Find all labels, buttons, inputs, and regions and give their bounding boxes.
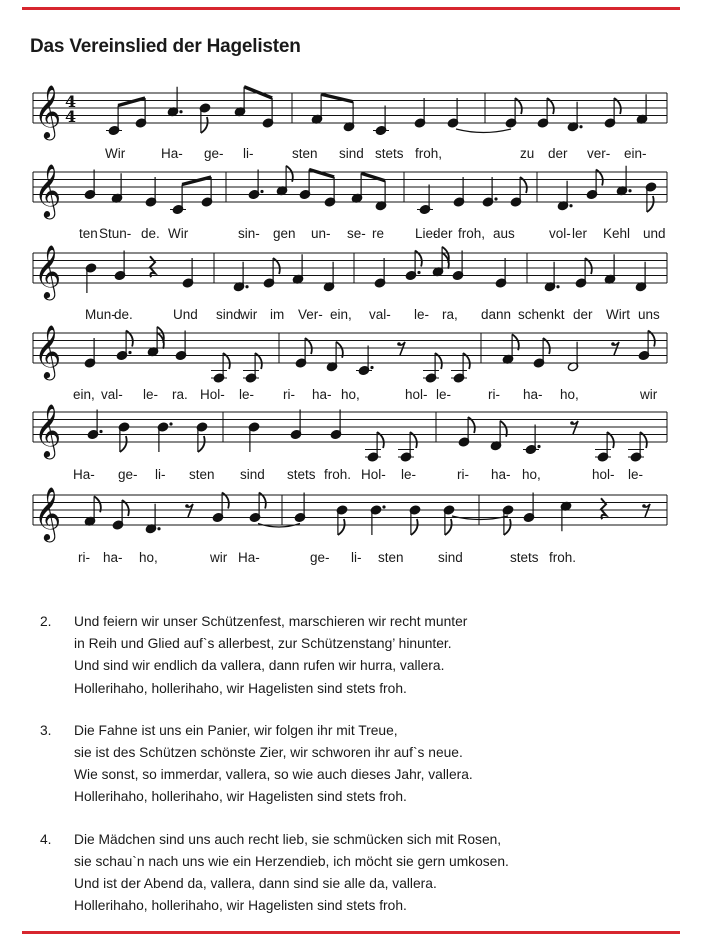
- tie: [456, 129, 511, 133]
- time-signature-numerator: 4: [65, 92, 77, 111]
- lyric-syllable: li-: [243, 146, 254, 161]
- lyric-syllable: ler: [572, 226, 588, 241]
- note-dot: [99, 430, 102, 433]
- lyric-syllable: li-: [351, 550, 362, 565]
- lyric-syllable: le-: [401, 467, 417, 482]
- lyric-syllable: ra.: [172, 387, 188, 402]
- lyric-syllable: ha-: [491, 467, 511, 482]
- lyric-syllable: ho,: [139, 550, 158, 565]
- lyric-syllable: sten: [292, 146, 318, 161]
- lyric-syllable: ho,: [341, 387, 360, 402]
- note-beam: [309, 170, 334, 178]
- lyric-syllable: ge-: [310, 550, 330, 565]
- note-dot: [537, 445, 540, 448]
- verse-number: 4.: [40, 831, 52, 847]
- lyric-syllable: de.: [114, 307, 133, 322]
- note-flag: [201, 117, 208, 133]
- lyric-syllable: wir: [210, 550, 228, 565]
- lyric-syllable: val-: [369, 307, 391, 322]
- note-dot: [169, 422, 172, 425]
- verse-line: Die Mädchen sind uns auch recht lieb, sie schmücken sich mit Rosen,: [74, 831, 502, 847]
- lyric-syllable: ri-: [78, 550, 90, 565]
- lyric-syllable: Hol-: [361, 467, 386, 482]
- lyric-syllable: le-: [143, 387, 159, 402]
- eighth-rest: [185, 504, 189, 508]
- lyric-syllable: Und: [173, 307, 198, 322]
- note-flag: [120, 436, 127, 452]
- treble-clef-icon: 𝄞: [34, 403, 62, 457]
- lyric-syllable: li-: [155, 467, 166, 482]
- lyric-syllable: sin-: [238, 226, 260, 241]
- lyric-syllable: vol-: [549, 226, 571, 241]
- lyric-syllable: de.: [141, 226, 160, 241]
- lyric-syllable: Hol-: [200, 387, 225, 402]
- verse-line: Hollerihaho, hollerihaho, wir Hagelisten sind stets froh.: [74, 898, 407, 914]
- lyric-syllable: ver-: [587, 146, 611, 161]
- lyric-syllable: ha-: [523, 387, 543, 402]
- lyric-syllable: Stun-: [99, 226, 132, 241]
- lyric-syllable: sind: [339, 146, 364, 161]
- lyric-syllable: ge-: [118, 467, 138, 482]
- lyric-syllable: der: [433, 226, 453, 241]
- lyric-syllable: dann: [481, 307, 512, 322]
- eighth-rest: [611, 342, 615, 346]
- lyric-syllable: Wir: [105, 146, 126, 161]
- verse-line: Hollerihaho, hollerihaho, wir Hagelisten sind stets froh.: [74, 680, 407, 696]
- verse-line: sie schau`n nach uns wie ein Herzendieb, ich möcht sie gern umkosen.: [74, 853, 509, 869]
- verse-line: sie ist des Schützen schönste Zier, wir schworen ihr auf`s neue.: [74, 745, 463, 761]
- note-dot: [128, 351, 131, 354]
- lyric-syllable: hol-: [405, 387, 428, 402]
- note-dot: [556, 285, 559, 288]
- lyric-syllable: sind: [438, 550, 463, 565]
- verse-line: Die Fahne ist uns ein Panier, wir folgen ihr mit Treue,: [74, 722, 398, 738]
- lyric-syllable: Ha-: [161, 146, 183, 161]
- verse-line: Und ist der Abend da, vallera, dann sind sie alle da, vallera.: [74, 876, 437, 892]
- lyric-syllable: Ha-: [73, 467, 95, 482]
- lyric-syllable: sten: [378, 550, 404, 565]
- lyric-syllable: ein-: [624, 146, 647, 161]
- verse-4: [40, 829, 660, 918]
- lyric-syllable: le-: [436, 387, 452, 402]
- verse-number: 3.: [40, 722, 52, 738]
- lyric-syllable: Wirt: [606, 307, 630, 322]
- lyric-syllable: zu: [520, 146, 535, 161]
- bottom-red-rule: [22, 931, 680, 934]
- lyric-syllable: Ver-: [298, 307, 323, 322]
- treble-clef-icon: 𝄞: [34, 324, 62, 378]
- note-dot: [382, 505, 385, 508]
- lyric-syllable: hol-: [592, 467, 615, 482]
- note-dot: [417, 271, 420, 274]
- lyric-syllable: sind: [240, 467, 265, 482]
- lyric-syllable: ra,: [442, 307, 458, 322]
- verse-number: 2.: [40, 614, 52, 629]
- lyric-syllable: ho,: [522, 467, 541, 482]
- quarter-rest: [601, 498, 606, 519]
- lyric-syllable: froh.: [324, 467, 352, 482]
- treble-clef-icon: 𝄞: [34, 244, 62, 298]
- verse-line: Und sind wir endlich da vallera, dann rufen wir hurra, vallera.: [74, 658, 445, 674]
- lyric-syllable: der: [548, 146, 568, 161]
- lyric-syllable: ri-: [283, 387, 295, 402]
- lyric-syllable: Ha-: [238, 550, 260, 565]
- treble-clef-icon: 𝄞: [34, 486, 62, 540]
- note-dot: [569, 204, 572, 207]
- eighth-rest: [397, 342, 401, 346]
- lyric-syllable: uns: [638, 307, 660, 322]
- note-flag: [504, 519, 511, 535]
- note-dot: [494, 197, 497, 200]
- lyric-syllable: schenkt: [518, 307, 565, 322]
- lyric-syllable: Lie-: [415, 226, 438, 241]
- note-dot: [579, 125, 582, 128]
- eighth-rest: [642, 504, 646, 508]
- page-title: Das Vereinslied der Hagelisten: [30, 36, 301, 57]
- note-dot: [370, 366, 373, 369]
- verse-line: Hollerihaho, hollerihaho, wir Hagelisten sind stets froh.: [74, 789, 407, 805]
- note-flag: [411, 519, 418, 535]
- lyric-syllable: val-: [101, 387, 123, 402]
- lyric-syllable: stets: [375, 146, 404, 161]
- lyric-syllable: wir: [640, 387, 658, 402]
- quarter-rest: [150, 256, 155, 277]
- lyric-syllable: gen: [273, 226, 296, 241]
- note-flag: [338, 519, 345, 535]
- verses-section: [40, 611, 660, 937]
- lyric-syllable: sten: [189, 467, 215, 482]
- lyric-syllable: ein,: [330, 307, 352, 322]
- lyric-syllable: un-: [311, 226, 331, 241]
- verse-line: Und feiern wir unser Schützenfest, marschieren wir recht munter: [74, 614, 468, 629]
- verse-line: Wie sonst, so immerdar, vallera, so wie auch dieses Jahr, vallera.: [74, 767, 473, 783]
- lyric-syllable: der: [573, 307, 593, 322]
- note-beam: [244, 87, 272, 98]
- note-flag: [198, 436, 205, 452]
- lyric-syllable: und: [643, 226, 666, 241]
- lyric-syllable: le-: [628, 467, 644, 482]
- verse-3: [40, 720, 660, 809]
- verse-2: [40, 611, 660, 700]
- note-dot: [260, 190, 263, 193]
- lyric-syllable: le-: [239, 387, 255, 402]
- treble-clef-icon: 𝄞: [34, 84, 62, 138]
- lyric-syllable: ri-: [488, 387, 500, 402]
- time-signature-denominator: 4: [65, 107, 77, 126]
- lyric-syllable: ho,: [560, 387, 579, 402]
- lyric-syllable: ten: [79, 226, 98, 241]
- lyric-syllable: re: [372, 226, 385, 241]
- eighth-rest: [570, 421, 574, 425]
- lyric-syllable: wir: [240, 307, 258, 322]
- note-beam: [182, 177, 211, 185]
- note-dot: [157, 527, 160, 530]
- lyric-syllable: Mun-: [85, 307, 116, 322]
- lyric-syllable: aus: [493, 226, 515, 241]
- lyric-syllable: se-: [347, 226, 366, 241]
- lyric-syllable: sind: [216, 307, 241, 322]
- lyric-syllable: ri-: [457, 467, 469, 482]
- lyric-syllable: froh,: [415, 146, 443, 161]
- lyric-syllable: le-: [414, 307, 430, 322]
- lyric-syllable: ha-: [312, 387, 332, 402]
- note-dot: [179, 110, 182, 113]
- lyric-syllable: Wir: [168, 226, 189, 241]
- note-flag: [647, 196, 654, 212]
- note-flag: [445, 519, 452, 535]
- note-dot: [245, 285, 248, 288]
- lyric-syllable: ge-: [204, 146, 224, 161]
- lyric-syllable: im: [270, 307, 285, 322]
- lyric-syllable: stets: [510, 550, 539, 565]
- lyric-syllable: stets: [287, 467, 316, 482]
- note-dot: [628, 189, 631, 192]
- treble-clef-icon: 𝄞: [34, 163, 62, 217]
- lyric-syllable: froh.: [549, 550, 577, 565]
- lyric-syllable: froh,: [458, 226, 486, 241]
- verse-line: in Reih und Glied auf`s allerbest, zur Schützenstang’ hinunter.: [74, 636, 452, 652]
- note-beam: [118, 98, 145, 106]
- lyric-syllable: Kehl: [603, 226, 631, 241]
- lyric-syllable: ha-: [103, 550, 123, 565]
- lyric-syllable: ein,: [73, 387, 95, 402]
